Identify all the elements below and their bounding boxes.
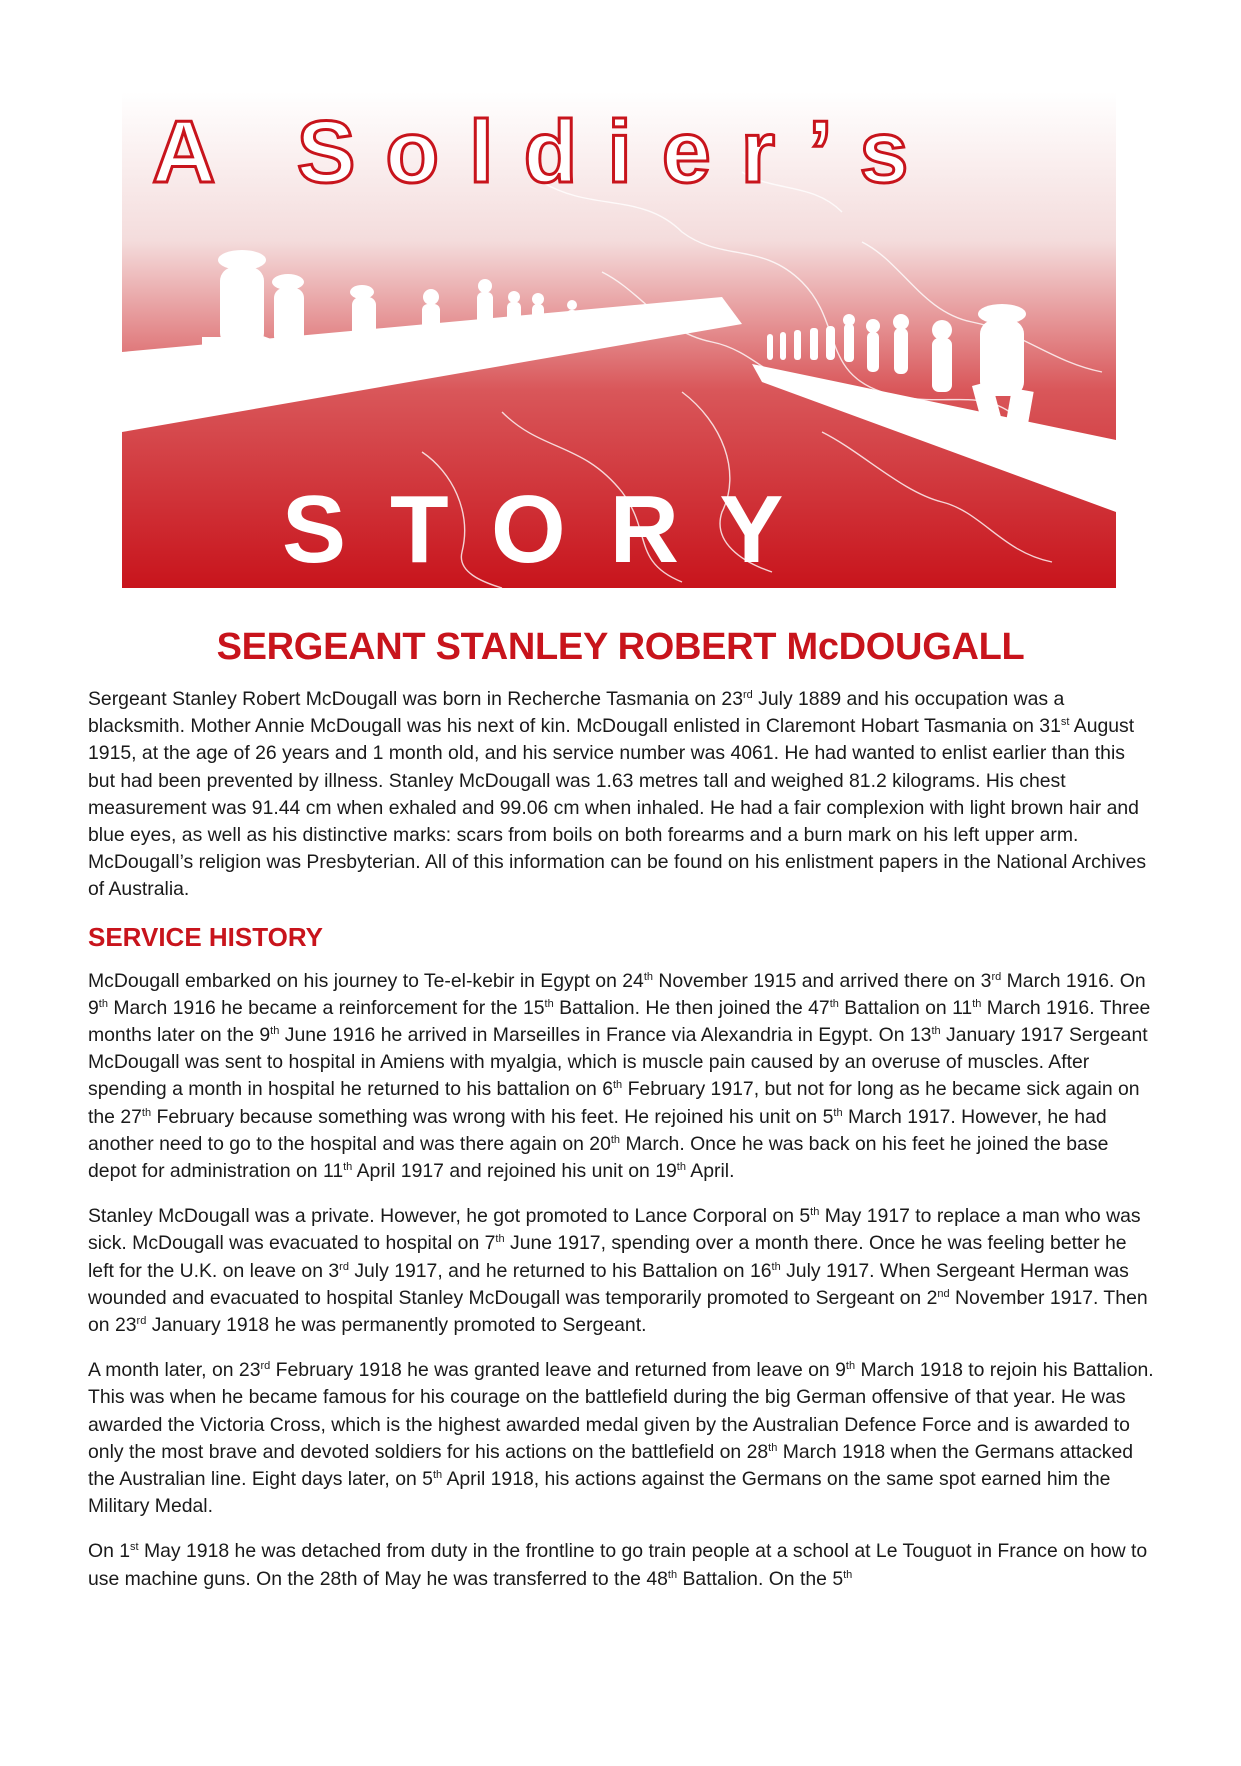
page-title: SERGEANT STANLEY ROBERT McDOUGALL <box>216 626 1025 668</box>
service-paragraph-1: McDougall embarked on his journey to Te-el-kebir in Egypt on 24th November 1915 and arrived there on 3rd March 1916. On 9th March 1916 he became a reinforcement for the 15th Battalion. He then joined the 47th Battalion on 11th March 1916. Three months later on the 9th June 1916 he arrived in Marseilles in France via Alexandria in Egypt. On 13th January 1917 Sergeant McDougall was sent to hospital in Amiens with myalgia, which is muscle pain caused by an overuse of muscles. After spending a month in hospital he returned to his battalion on 6th February 1917, but not for long as he became sick again on the 27th February because something was wrong with his feet. He rejoined his unit on 5th March 1917. However, he had another need to go to the hospital and was there again on 20th March. Once he was back on his feet he joined the base depot for administration on 11th April 1917 and rejoined his unit on 19th April. <box>88 969 1151 1183</box>
section-heading-service-history: SERVICE HISTORY <box>88 921 324 952</box>
service-paragraph-2: Stanley McDougall was a private. However, he got promoted to Lance Corporal on 5th May 1917 to replace a man who was sick. McDougall was evacuated to hospital on 7th June 1917, spending over a month there. Once he was feeling better he left for the U.K. on leave on 3rd July 1917, and he returned to his Battalion on 16th July 1917. When Sergeant Herman was wounded and evacuated to hospital Stanley McDougall was temporarily promoted to Sergeant on 2nd November 1917. Then on 23rd January 1918 he was permanently promoted to Sergeant. <box>88 1205 1148 1337</box>
banner-title-line1: A Soldier’s <box>152 102 939 201</box>
service-paragraph-4: On 1st May 1918 he was detached from duty in the frontline to go train people at a school at Le Touguot in France on how to use machine guns. On the 28th of May he was transferred to the 48th Battalion. On the 5th <box>88 1540 1148 1590</box>
intro-paragraph: Sergeant Stanley Robert McDougall was born in Recherche Tasmania on 23rd July 1889 and his occupation was a blacksmith. Mother Annie McDougall was his next of kin. McDougall enlisted in Claremont Hobart Tasmania on 31st August 1915, at the age of 26 years and 1 month old, and his service number was 4061. He had wanted to enlist earlier than this but had been prevented by illness. Stanley McDougall was 1.63 metres tall and weighed 81.2 kilograms. His chest measurement was 91.44 cm when exhaled and 99.06 cm when inhaled. He had a fair complexion with light brown hair and blue eyes, as well as his distinctive marks: scars from boils on both forearms and a burn mark on his left upper arm. McDougall’s religion was Presbyterian. All of this information can be found on his enlistment papers in the National Archives of Australia. <box>88 688 1147 901</box>
banner-title-line2: STORY <box>282 476 828 583</box>
article-body <box>88 686 1154 1611</box>
banner-artwork <box>122 92 1116 588</box>
header-banner <box>122 92 1116 588</box>
service-paragraph-3: A month later, on 23rd February 1918 he was granted leave and returned from leave on 9th March 1918 to rejoin his Battalion. This was when he became famous for his courage on the battlefield during the big German offensive of that year. He was awarded the Victoria Cross, which is the highest awarded medal given by the Australian Defence Force and is awarded to only the most brave and devoted soldiers for his actions on the battlefield on 28th March 1918 when the Germans attacked the Australian line. Eight days later, on 5th April 1918, his actions against the Germans on the same spot earned him the Military Medal. <box>88 1359 1154 1518</box>
